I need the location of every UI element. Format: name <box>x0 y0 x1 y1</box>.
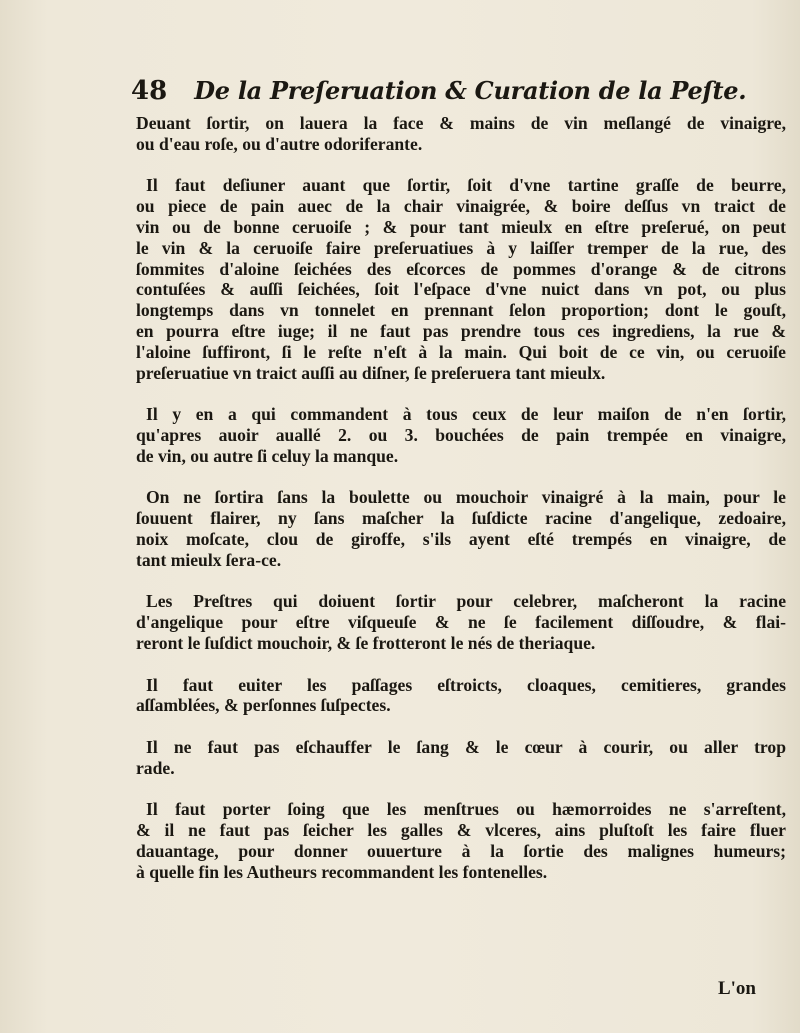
text-line: vin ou de bonne ceruoiſe ; & pour tant mieulx en eſtre preſerué, on peut <box>136 216 786 237</box>
text-line: Il faut deſiuner auant que ſortir, ſoit d'vne tartine graſſe de beurre, <box>146 175 786 196</box>
text-line: l'aloine ſuffiront, ſi le reſte n'eſt à la main. Qui boit de ce vin, ou ceruoiſe <box>136 341 786 362</box>
text-line: Les Preſtres qui doiuent ſortir pour celebrer, maſcheront la racine <box>146 591 786 612</box>
text-line: contuſées & auſſi ſeichées, ſoit l'eſpace d'vne nuict dans vn pot, ou plus <box>136 279 786 300</box>
text-line: reront le ſuſdict mouchoir, & ſe frotteront le nés de theriaque. <box>136 632 596 653</box>
text-line: ou d'eau roſe, ou d'autre odoriferante. <box>136 133 423 154</box>
paragraph <box>136 113 786 155</box>
text-line: d'angelique pour eſtre viſqueuſe & ne ſe facilement diſſoudre, & flai- <box>136 612 786 633</box>
page-number: 48 <box>131 76 168 106</box>
text-line: ſommites d'aloine ſeichées des eſcorces de pommes d'orange & de citrons <box>136 258 786 279</box>
text-line: qu'apres auoir auallé 2. ou 3. bouchées de pain trempée en vinaigre, <box>136 424 786 445</box>
text-line: ou piece de pain auec de la chair vinaigrée, & boire deſſus vn traict de <box>136 196 786 217</box>
text-line: preſeruatiue vn traict auſſi au diſner, ſe preſeruera tant mieulx. <box>136 362 606 383</box>
paragraph <box>136 675 786 717</box>
text-line: rade. <box>136 757 175 778</box>
paragraph <box>136 591 786 653</box>
text-line: à quelle fin les Autheurs recommandent les fontenelles. <box>136 861 548 882</box>
page-header <box>131 76 747 112</box>
paragraph <box>136 737 786 779</box>
text-line: Il faut porter ſoing que les menſtrues ou hæmorroides ne s'arreſtent, <box>146 799 786 820</box>
text-line: Il faut euiter les paſſages eſtroicts, cloaques, cemitieres, grandes <box>146 674 786 695</box>
text-line: On ne ſortira ſans la boulette ou mouchoir vinaigré à la main, pour le <box>146 487 786 508</box>
paragraph <box>136 487 786 570</box>
running-title: De la Preſeruation & Curation de la Peſte. <box>194 76 747 105</box>
text-line: Il ne faut pas eſchauffer le ſang & le cœur à courir, ou aller trop <box>146 736 786 757</box>
body-text <box>136 113 786 903</box>
paragraph <box>136 404 786 466</box>
text-line: ſouuent flairer, ny ſans maſcher la ſuſdicte racine d'angelique, zedoaire, <box>136 508 786 529</box>
paragraph <box>136 175 786 383</box>
text-line: de vin, ou autre ſi celuy la manque. <box>136 445 399 466</box>
text-line: Deuant ſortir, on lauera la face & mains de vin meſlangé de vinaigre, <box>136 113 786 133</box>
paragraph <box>136 799 786 882</box>
catchword: L'on <box>717 978 756 999</box>
text-line: le vin & la ceruoiſe faire preſeruatiues à y laiſſer tremper de la rue, des <box>136 237 786 258</box>
text-line: noix moſcate, clou de giroffe, s'ils ayent eſté trempés en vinaigre, de <box>136 528 786 549</box>
text-line: dauantage, pour donner ouuerture à la ſortie des malignes humeurs; <box>136 840 786 861</box>
text-line: aſſamblées, & perſonnes ſuſpectes. <box>136 695 391 716</box>
text-line: tant mieulx ſera-ce. <box>136 549 282 570</box>
text-line: en pourra eſtre iuge; il ne faut pas prendre tous ces ingrediens, la rue & <box>136 320 786 341</box>
text-line: longtemps dans vn tonnelet en prennant ſelon proportion; dont le gouſt, <box>136 300 786 321</box>
text-line: Il y en a qui commandent à tous ceux de leur maiſon de n'en ſortir, <box>146 404 786 425</box>
text-line: & il ne faut pas ſeicher les galles & vlceres, ains pluſtoſt les faire fluer <box>136 820 786 841</box>
